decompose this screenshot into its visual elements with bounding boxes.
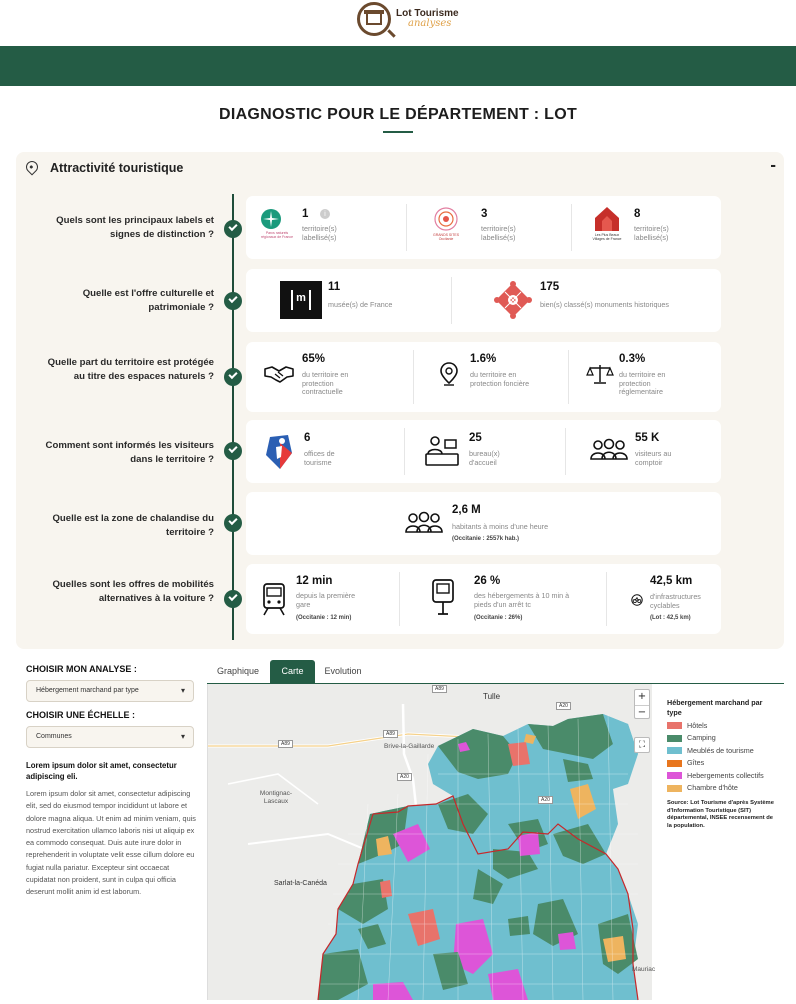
- parc-naturel-logo: [260, 208, 282, 230]
- stat-value: 2,6 M: [452, 504, 481, 516]
- stat-value: 175: [540, 281, 560, 293]
- filters-sidebar: [26, 664, 196, 899]
- road-tag: A20: [397, 773, 412, 781]
- stat-note: (Occitanie : 2557k hab.): [452, 536, 520, 542]
- road-tag: A89: [383, 730, 398, 738]
- legend-label: Gîtes: [687, 758, 705, 767]
- magnifier-house-icon: [357, 2, 391, 36]
- scale-select[interactable]: Communes ▾: [26, 726, 194, 748]
- stat-label: du territoire en protection contractuelle: [302, 370, 349, 396]
- stat-label: du territoire en protection foncière: [470, 370, 530, 388]
- stat-musees: [246, 269, 451, 332]
- check-icon: [224, 590, 242, 608]
- stat-label: bureau(x) d'accueil: [469, 449, 500, 467]
- reception-desk-icon: [425, 434, 459, 466]
- communes-layer[interactable]: [318, 714, 638, 1000]
- panel-header[interactable]: [16, 152, 784, 186]
- analysis-heading: CHOISIR MON ANALYSE :: [26, 664, 137, 674]
- legend-label: Chambre d'hôte: [687, 783, 738, 792]
- stat-cyclable: [607, 564, 721, 634]
- stat-fonciere: [414, 342, 568, 412]
- stat-value: 6: [304, 432, 311, 444]
- tab-graphique[interactable]: Graphique: [216, 666, 260, 676]
- stat-label: musée(s) de France: [328, 300, 393, 309]
- legend-item: [667, 783, 779, 793]
- stat-value: 65%: [302, 353, 326, 365]
- stat-parcs: [246, 196, 406, 259]
- stat-contractuelle: [246, 342, 413, 412]
- stat-value: 25: [469, 432, 482, 444]
- legend-label: Hôtels: [687, 720, 708, 730]
- question-chalandise: Quelle est la zone de chalandise du territoire ?: [52, 513, 214, 538]
- stat-arret-tc: [400, 564, 606, 634]
- legend-item: [667, 758, 779, 768]
- labels-card: [246, 196, 721, 259]
- check-icon: [224, 368, 242, 386]
- legend-swatch: [667, 772, 682, 779]
- choropleth-map[interactable]: [208, 684, 656, 1000]
- road-tag: A20: [538, 796, 553, 804]
- legend-item: [667, 771, 779, 781]
- protection-card: [246, 342, 721, 412]
- panel-title: Attractivité touristique: [50, 161, 184, 175]
- check-icon: [224, 442, 242, 460]
- parc-logo-text: Parcs naturels régionaux de France: [260, 231, 294, 239]
- zoom-out-button[interactable]: −: [635, 705, 649, 720]
- scale-heading: CHOISIR UNE ÉCHELLE :: [26, 710, 136, 720]
- place-sarlat: Sarlat-la-Canéda: [274, 880, 327, 887]
- legend-swatch: [667, 747, 682, 754]
- stat-bureaux: [405, 420, 565, 483]
- place-mauriac: Mauriac: [632, 966, 656, 973]
- question-culture: Quelle est l'offre culturelle et patrimoniale ?: [82, 288, 214, 313]
- tab-carte[interactable]: Carte: [270, 660, 315, 684]
- check-icon: [224, 220, 242, 238]
- stat-label: d'infrastructures cyclables: [650, 592, 701, 610]
- check-icon: [224, 514, 242, 532]
- road-tag: A20: [556, 702, 571, 710]
- plus-beaux-villages-logo: [594, 206, 620, 232]
- chalandise-card: [246, 492, 721, 555]
- culture-card: [246, 269, 721, 332]
- stat-note: (Occitanie : 12 min): [296, 615, 352, 621]
- musee-logo-text: m: [296, 292, 306, 304]
- stat-value: 8: [634, 208, 641, 220]
- scales-icon: [587, 364, 613, 384]
- stat-label: du territoire en protection réglementaire: [619, 370, 666, 396]
- stat-value: 1.6%: [470, 353, 497, 365]
- information-card: [246, 420, 721, 483]
- intro-bold: Lorem ipsum dolor sit amet, consectetur adipiscing eli.: [26, 761, 177, 781]
- legend-item: [667, 733, 779, 743]
- stat-label: des hébergements à 10 min à pieds d'un arrêt tc: [474, 591, 570, 609]
- road-tag: A89: [432, 685, 447, 693]
- question-labels: Quels sont les principaux labels et signes de distinction ?: [56, 215, 214, 240]
- analysis-select[interactable]: Hébergement marchand par type ▾: [26, 680, 194, 702]
- mobilites-card: [246, 564, 721, 634]
- brand-logo[interactable]: [357, 2, 459, 36]
- stat-monuments: [452, 269, 721, 332]
- place-brive: Brive-la-Gaillarde: [384, 743, 435, 750]
- stat-note: (Occitanie : 26%): [474, 615, 523, 621]
- group-icon: [590, 439, 628, 461]
- zoom-in-button[interactable]: +: [637, 691, 647, 702]
- check-icon: [224, 292, 242, 310]
- location-pin-icon: [440, 362, 458, 386]
- stat-gare: [246, 564, 399, 634]
- nav-band: [0, 46, 796, 86]
- legend-title: Hébergement marchand par type: [667, 698, 763, 717]
- bus-stop-icon: [431, 578, 455, 616]
- stat-label: territoire(s) labellisé(s): [481, 224, 516, 242]
- stat-label: bien(s) classé(s) monuments historiques: [540, 300, 670, 309]
- legend-source: Source: Lot Tourisme d'après Système d'Information Touristique (SIT) départemental, INSEE recensement de la population.: [667, 800, 774, 829]
- stat-value: 3: [481, 208, 488, 220]
- stat-value: 1: [302, 208, 309, 220]
- intro-text: Lorem ipsum dolor sit amet, consectetur adipiscing elit, sed do eiusmod tempor incididunt ut labore et dolore magna aliqua. Ut enim ad minim veniam, quis nostrud exercitation ullamco laboris nisi ut aliquip ex ea commodo consequat. Duis aute irure dolor in reprehenderit in voluptate velit esse cillum dolore eu fugiat nulla pariatur. Excepteur sint occaecat cupidatat non proident, sunt in culpa qui officia deserunt mollit anim id est laborum.: [26, 789, 196, 897]
- question-mobilites: Quelles sont les offres de mobilités alternatives à la voiture ?: [52, 579, 214, 604]
- header: [0, 0, 796, 46]
- stat-label: depuis la première gare: [296, 591, 356, 609]
- question-protection: Quelle part du territoire est protégée au titre des espaces naturels ?: [47, 357, 214, 382]
- beaux-villages-logo-text: Les Plus Beaux Villages de France: [592, 233, 622, 241]
- stat-value: 42,5 km: [650, 575, 693, 587]
- brand-name: Lot Tourisme: [396, 8, 459, 19]
- legend-label: Hebergements collectifs: [687, 770, 764, 780]
- stat-label: visiteurs au comptoir: [635, 449, 672, 467]
- stat-value: 26 %: [474, 575, 501, 587]
- place-montignac: Montignac-Lascaux: [259, 790, 293, 805]
- stat-habitants: [246, 492, 721, 555]
- monument-logo: [492, 279, 534, 321]
- legend-swatch: [667, 722, 682, 729]
- stat-label: habitants à moins d'une heure: [452, 522, 549, 531]
- collapse-button[interactable]: -: [770, 158, 776, 174]
- legend-swatch: [667, 785, 682, 792]
- stat-value: 55 K: [635, 432, 660, 444]
- grands-sites-logo-text: GRANDS SITES Occitanie: [432, 233, 460, 241]
- grands-sites-logo: [433, 206, 459, 232]
- stat-beaux-villages: [572, 196, 721, 259]
- legend-item: [667, 746, 779, 756]
- legend-label: Meublés de tourisme: [687, 745, 754, 755]
- brand-sub: analyses: [408, 18, 452, 29]
- legend-swatch: [667, 735, 682, 742]
- bike-icon: [631, 594, 643, 606]
- stat-value: 12 min: [296, 575, 333, 587]
- stat-reglementaire: [569, 342, 721, 412]
- map-legend: [667, 698, 779, 830]
- musee-logo: [280, 281, 322, 319]
- timeline-line: [232, 194, 234, 640]
- office-tourisme-logo: [262, 433, 296, 471]
- stat-label: offices de tourisme: [304, 449, 335, 467]
- tab-evolution[interactable]: Evolution: [324, 666, 362, 676]
- zoom-control: [634, 689, 650, 719]
- group-icon: [404, 512, 444, 534]
- info-icon[interactable]: i: [320, 209, 330, 219]
- question-information: Comment sont informés les visiteurs dans le territoire ?: [45, 440, 214, 465]
- handshake-icon: [264, 365, 294, 383]
- legend-item: [667, 721, 779, 731]
- legend-label: Camping: [687, 733, 716, 742]
- stat-visiteurs: [566, 420, 721, 483]
- stat-offices: [246, 420, 404, 483]
- train-icon: [262, 582, 286, 616]
- stat-label: territoire(s) labellisé(s): [302, 224, 337, 242]
- stat-note: (Lot : 42,5 km): [650, 615, 691, 621]
- page-title: DIAGNOSTIC POUR LE DÉPARTEMENT : LOT: [218, 106, 578, 123]
- stat-value: 0.3%: [619, 353, 646, 365]
- stat-grands-sites: [407, 196, 570, 259]
- stat-label: territoire(s) labellisé(s): [634, 224, 669, 242]
- stat-value: 11: [328, 281, 341, 293]
- place-tulle: Tulle: [483, 692, 501, 701]
- legend-swatch: [667, 760, 682, 767]
- map-view[interactable]: [207, 684, 656, 1000]
- attractivite-panel: [16, 152, 784, 649]
- fullscreen-icon[interactable]: ⛶: [634, 737, 650, 753]
- location-pin-icon: [24, 159, 41, 176]
- road-tag: A89: [278, 740, 293, 748]
- title-underline: [383, 131, 413, 133]
